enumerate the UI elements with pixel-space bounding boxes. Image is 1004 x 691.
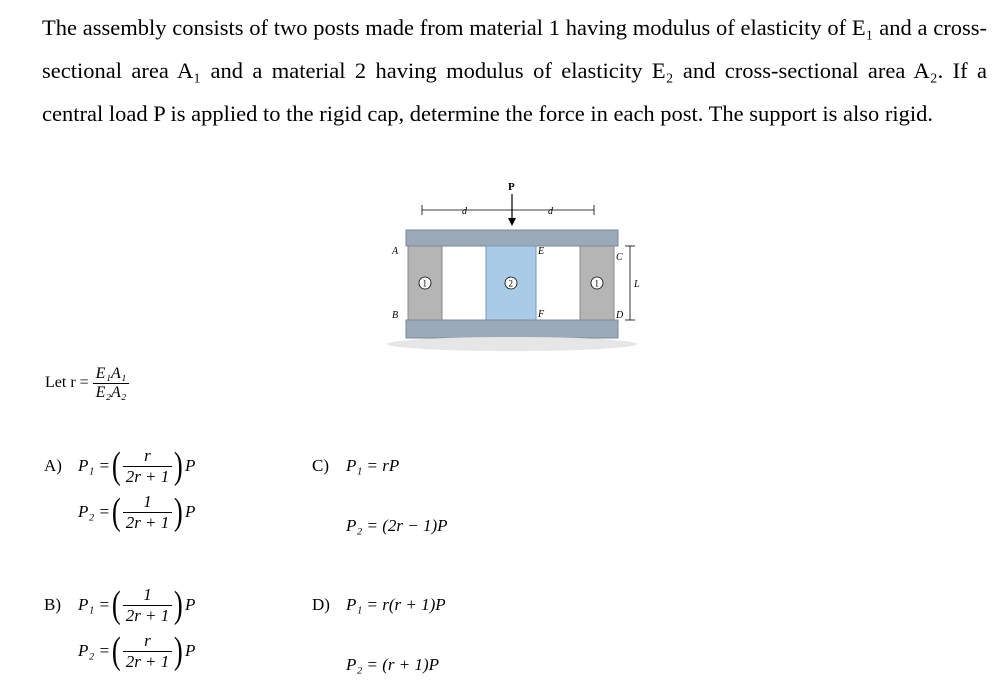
- r-definition: Let r = $\frac{\text{E₁A₁}}{\text{E₂A₂}}$: [45, 365, 129, 402]
- svg-text:A: A: [392, 246, 399, 257]
- svg-text:C: C: [616, 252, 623, 263]
- svg-text:1: 1: [594, 278, 599, 289]
- load-label: P: [508, 181, 515, 193]
- svg-text:E: E: [538, 246, 545, 257]
- svg-text:2: 2: [508, 278, 513, 289]
- rigid-support: [406, 320, 618, 338]
- svg-text:d: d: [462, 206, 467, 217]
- svg-text:F: F: [538, 309, 545, 320]
- svg-text:d: d: [548, 206, 553, 217]
- rigid-cap: [406, 230, 618, 246]
- option-c[interactable]: C) P₁ = rP P₂ = (2r − 1)P: [312, 456, 448, 535]
- assembly-figure: [362, 176, 662, 361]
- option-b[interactable]: B) P₁ = ( $\frac{1}{2r + 1}$ ) P P₂ = ( $\frac{r}{2r + 1}$ ) P: [44, 584, 196, 672]
- svg-text:L: L: [634, 279, 640, 290]
- svg-text:B: B: [392, 310, 399, 321]
- option-a[interactable]: A) P₁ = ( $\frac{r}{2r + 1}$ ) P P₂ = ( $\frac{1}{2r + 1}$ ) P: [44, 445, 196, 533]
- svg-text:D: D: [616, 310, 624, 321]
- svg-text:1: 1: [422, 278, 427, 289]
- option-d[interactable]: D) P₁ = r(r + 1)P P₂ = (r + 1)P: [312, 595, 446, 674]
- question-text: The assembly consists of two posts made from material 1 having modulus of elasticity of E₁ and a cross-sectional area A₁ and a material 2 having modulus of elasticity E₂ and cross-sectional area A₂. If a central load P is applied to the rigid cap, determine the force in each post. The support is also rigid.: [42, 15, 987, 126]
